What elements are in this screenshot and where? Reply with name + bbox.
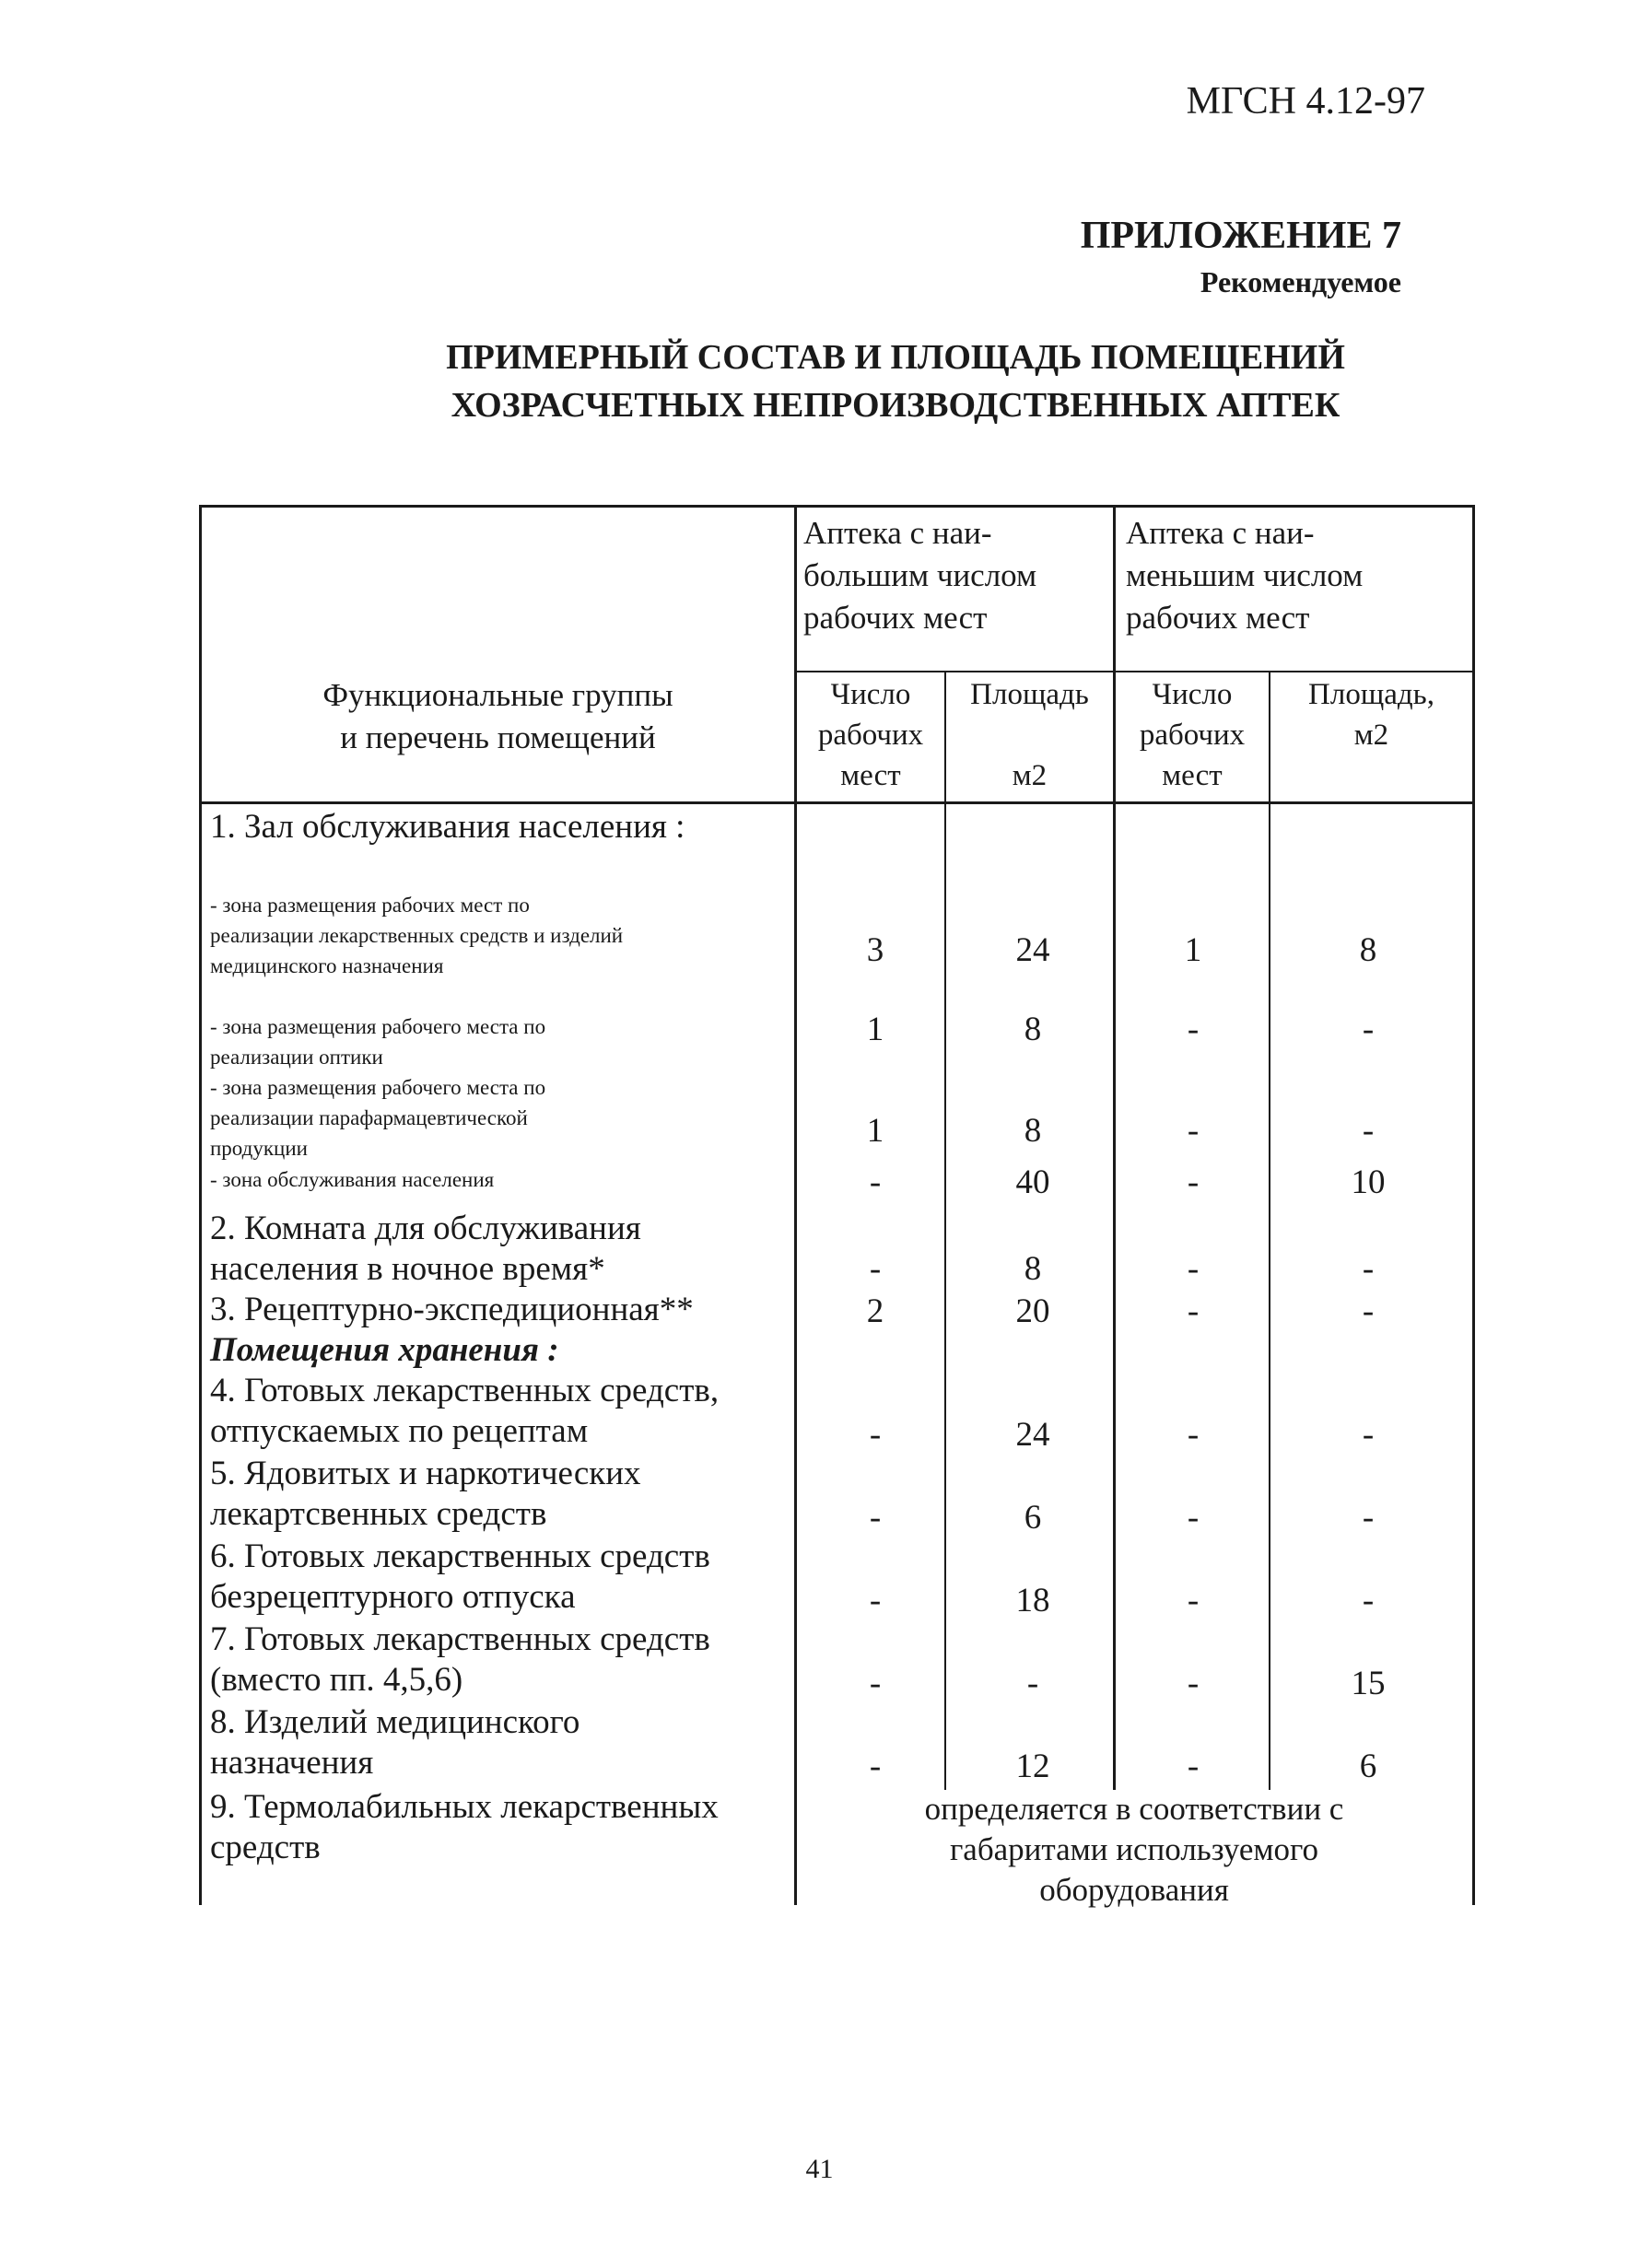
row-1c-max-area: 8 xyxy=(1024,1112,1042,1150)
col-divider-4 xyxy=(1269,671,1270,1790)
row-1c-min-places: - xyxy=(1187,1112,1200,1150)
table-top-border xyxy=(201,505,1474,508)
row-1b-max-area: 8 xyxy=(1024,1011,1042,1048)
row-1b-max-places: 1 xyxy=(866,1011,884,1048)
row-9-label: 9. Термолабильных лекарственных средств xyxy=(210,1788,719,1866)
row-1d-min-places: - xyxy=(1187,1163,1200,1201)
row-8-min-area: 6 xyxy=(1359,1748,1377,1785)
row-7-max-places: - xyxy=(869,1665,882,1702)
row-1d-label: - зона обслуживания населения xyxy=(210,1168,495,1191)
row-1a-max-area: 24 xyxy=(1015,931,1050,969)
row-6-max-area: 18 xyxy=(1015,1582,1050,1619)
col-divider-2 xyxy=(944,671,946,1790)
header-max-pharmacy: Аптека с наи- большим числом рабочих мест xyxy=(803,515,1037,636)
row-6-min-places: - xyxy=(1187,1582,1200,1619)
row-5-max-places: - xyxy=(869,1499,882,1537)
row-4-min-places: - xyxy=(1187,1416,1200,1454)
row-1a-min-places: 1 xyxy=(1184,931,1202,969)
page-title xyxy=(0,333,1639,429)
row-2-min-places: - xyxy=(1187,1250,1200,1288)
row-3-max-area: 20 xyxy=(1015,1292,1050,1330)
row-2-max-area: 8 xyxy=(1024,1250,1042,1288)
row-8-max-places: - xyxy=(869,1748,882,1785)
row-7-min-places: - xyxy=(1187,1665,1200,1702)
row-1b-min-area: - xyxy=(1362,1011,1375,1048)
title-line-1: ПРИМЕРНЫЙ СОСТАВ И ПЛОЩАДЬ ПОМЕЩЕНИЙ xyxy=(446,338,1345,377)
row-9-note: определяется в соответствии с габаритами используемого оборудования xyxy=(924,1791,1344,1908)
row-5-label: 5. Ядовитых и наркотических лекартсвенных средств xyxy=(210,1455,641,1533)
row-2-min-area: - xyxy=(1362,1250,1375,1288)
row-1d-min-area: 10 xyxy=(1351,1163,1386,1201)
row-2-label: 2. Комната для обслуживания населения в ночное время* xyxy=(210,1210,641,1288)
row-4-min-area: - xyxy=(1362,1416,1375,1454)
row-1d-max-places: - xyxy=(869,1163,882,1201)
header-max-places: Число рабочих мест xyxy=(817,678,924,792)
row-7-max-area: - xyxy=(1026,1665,1039,1702)
row-1b-label: - зона размещения рабочего места по реализации оптики xyxy=(210,1015,546,1069)
header-functional-groups: Функциональные группы и перечень помещений xyxy=(322,677,673,755)
title-line-2: ХОЗРАСЧЕТНЫХ НЕПРОИЗВОДСТВЕННЫХ АПТЕК xyxy=(451,386,1340,425)
appendix-number: ПРИЛОЖЕНИЕ 7 xyxy=(1080,215,1401,257)
row-5-max-area: 6 xyxy=(1024,1499,1042,1537)
row-1a-label: - зона размещения рабочих мест по реализации лекарственных средств и изделий медицинского назначения xyxy=(210,894,624,977)
row-1a-max-places: 3 xyxy=(866,931,884,969)
row-3-min-area: - xyxy=(1362,1292,1375,1330)
row-1b-min-places: - xyxy=(1187,1011,1200,1048)
row-1a-min-area: 8 xyxy=(1359,931,1377,969)
row-6-max-places: - xyxy=(869,1582,882,1619)
row-1d-max-area: 40 xyxy=(1015,1163,1050,1201)
header-bottom-border xyxy=(201,801,1474,804)
header-min-places: Число рабочих мест xyxy=(1139,678,1246,792)
row-1c-max-places: 1 xyxy=(866,1112,884,1150)
header-max-area: Площадь xyxy=(970,678,1089,711)
page-number: 41 xyxy=(805,2154,834,2184)
row-5-min-places: - xyxy=(1187,1499,1200,1537)
appendix-kind: Рекомендуемое xyxy=(1200,265,1401,298)
row-4-max-area: 24 xyxy=(1015,1416,1050,1454)
row-1-label: 1. Зал обслуживания населения : xyxy=(210,808,685,846)
row-7-label: 7. Готовых лекарственных средств (вместо пп. 4,5,6) xyxy=(210,1620,710,1699)
header-max-area-unit: м2 xyxy=(1012,759,1048,792)
row-1c-label: - зона размещения рабочего места по реализации парафармацевтической продукции xyxy=(210,1076,546,1160)
row-1c-min-area: - xyxy=(1362,1112,1375,1150)
row-7-min-area: 15 xyxy=(1351,1665,1386,1702)
row-4-label: 4. Готовых лекарственных средств, отпускаемых по рецептам xyxy=(210,1372,720,1450)
row-6-min-area: - xyxy=(1362,1582,1375,1619)
row-3-max-places: 2 xyxy=(866,1292,884,1330)
row-3-min-places: - xyxy=(1187,1292,1200,1330)
row-6-label: 6. Готовых лекарственных средств безрецептурного отпуска xyxy=(210,1537,710,1616)
row-8-label: 8. Изделий медицинского назначения xyxy=(210,1703,580,1782)
document-code: МГСН 4.12-97 xyxy=(1186,80,1425,123)
row-3-label: 3. Рецептурно-экспедиционная** xyxy=(210,1291,694,1328)
row-5-min-area: - xyxy=(1362,1499,1375,1537)
storage-section-label: Помещения хранения : xyxy=(210,1331,559,1369)
row-8-max-area: 12 xyxy=(1015,1748,1050,1785)
header-min-area: Площадь, м2 xyxy=(1308,678,1434,752)
row-4-max-places: - xyxy=(869,1416,882,1454)
row-8-min-places: - xyxy=(1187,1748,1200,1785)
row-2-max-places: - xyxy=(869,1250,882,1288)
table-right-border xyxy=(1472,505,1475,1905)
group-header-divider xyxy=(795,671,1474,672)
header-min-pharmacy: Аптека с наи- меньшим числом рабочих мест xyxy=(1126,515,1364,636)
